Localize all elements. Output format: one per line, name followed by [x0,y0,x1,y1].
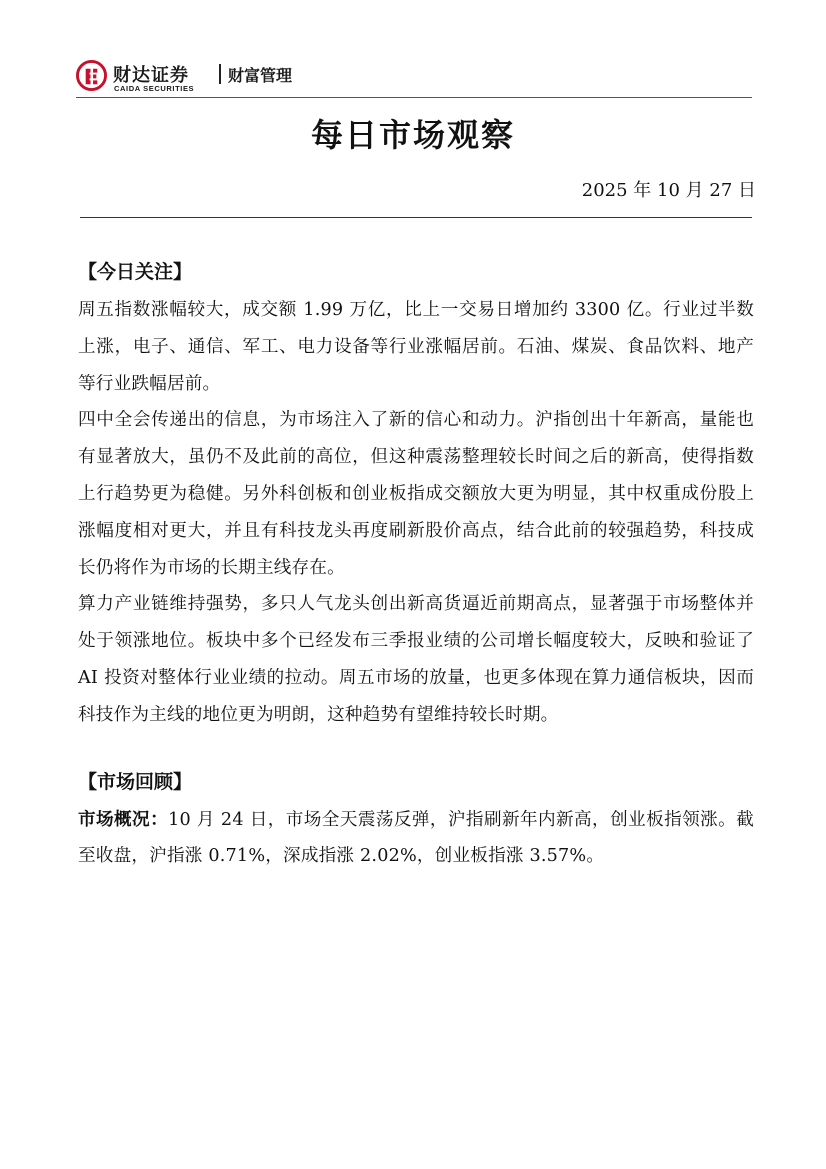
caida-logo-icon [76,60,107,91]
report-header [76,58,752,98]
market-overview-label: 市场概况： [78,809,169,830]
page-title: 每日市场观察 [310,116,515,154]
focus-heading: 【今日关注】 [78,261,193,283]
brand-name-en: CAIDA SECURITIES [114,84,195,93]
brand-subtitle: 财富管理 [228,66,293,85]
title-divider [80,217,752,218]
section-gap [78,734,754,764]
brand-separator [219,64,221,84]
report-date: 2025 年 10 月 27 日 [581,180,756,201]
focus-paragraph-1: 周五指数涨幅较大，成交额 1.99 万亿，比上一交易日增加约 3300 亿。行业过半数上涨，电子、通信、军工、电力设备等行业涨幅居前。石油、煤炭、食品饮料、地产等行业跌幅居前。 [78,300,754,394]
brand-name-cn: 财达证券 [113,65,189,86]
report-body [78,254,754,875]
header-divider [76,97,752,98]
focus-paragraph-3: 算力产业链维持强势，多只人气龙头创出新高货逼近前期高点，显著强于市场整体并处于领涨地位。板块中多个已经发布三季报业绩的公司增长幅度较大，反映和验证了 AI 投资对整体行业业绩的拉动。周五市场的放量，也更多体现在算力通信板块，因而科技作为主线的地位更为明朗，这种趋势有望维持较长时期。 [78,594,754,725]
focus-paragraph-2: 四中全会传递出的信息，为市场注入了新的信心和动力。沪指创出十年新高，量能也有显著放大，虽仍不及此前的高位，但这种震荡整理较长时间之后的新高，使得指数上行趋势更为稳健。另外科创板和创业板指成交额放大更为明显，其中权重成份股上涨幅度相对更大，并且有科技龙头再度刷新股价高点，结合此前的较强趋势，科技成长仍将作为市场的长期主线存在。 [78,410,754,578]
review-heading: 【市场回顾】 [78,770,193,793]
market-overview-text: 10 月 24 日，市场全天震荡反弹，沪指刷新年内新高，创业板指领涨。截至收盘，沪指涨 0.71%，深成指涨 2.02%，创业板指涨 3.57%。 [78,809,754,867]
market-overview-paragraph [78,802,754,876]
